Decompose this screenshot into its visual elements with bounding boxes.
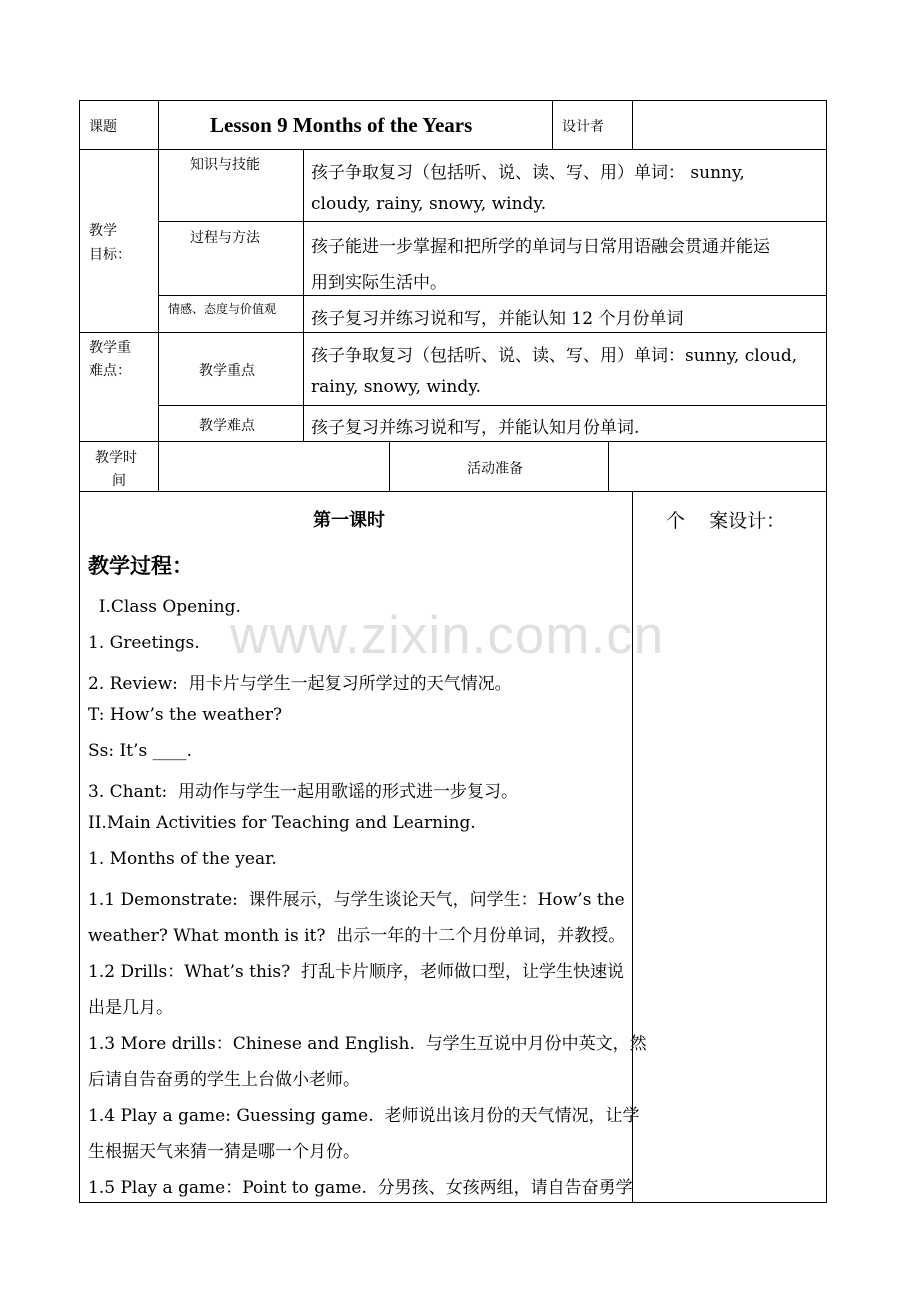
lesson-line: 1.1 Demonstrate: 课件展示，与学生谈论天气，问学生：How’s the (88, 890, 625, 910)
col-divider (632, 491, 633, 1203)
lesson-line: 1. Greetings. (88, 633, 200, 653)
row-divider (79, 332, 827, 333)
objectives-label: 目标： (89, 247, 131, 263)
objective-text: 孩子复习并练习说和写，并能认知 12 个月份单词 (311, 309, 684, 329)
lesson-line: 3. Chant: 用动作与学生一起用歌谣的形式进一步复习。 (88, 782, 519, 802)
lesson-line: II.Main Activities for Teaching and Learning. (88, 813, 476, 833)
col-divider (608, 441, 609, 492)
key-point-text: 孩子争取复习（包括听、说、读、写、用）单词：sunny, cloud, (311, 346, 798, 366)
objectives-label: 教学 (89, 223, 117, 239)
lesson-line: T: How’s the weather? (88, 705, 283, 725)
col-divider (303, 149, 304, 442)
key-point-name: 教学重点 (199, 363, 255, 379)
col-divider (552, 100, 553, 150)
row-divider (79, 149, 827, 150)
lesson-line: 1.5 Play a game：Point to game. 分男孩、女孩两组，请自告奋勇学 (88, 1178, 633, 1198)
table-border-left (79, 100, 80, 1203)
objective-name: 知识与技能 (190, 157, 260, 173)
key-point-text: 孩子复习并练习说和写，并能认知月份单词. (311, 418, 640, 438)
col-divider (158, 100, 159, 492)
col-divider (632, 100, 633, 150)
key-point-text: rainy, snowy, windy. (311, 377, 481, 397)
lesson-line: I.Class Opening. (88, 597, 241, 617)
table-border-right (826, 100, 827, 1203)
key-point-name: 教学难点 (199, 418, 255, 434)
row-divider (79, 491, 827, 492)
lesson-line: Ss: It’s ____. (88, 741, 192, 761)
designer-label: 设计者 (562, 119, 604, 135)
table-border-top (79, 100, 827, 101)
objective-text: cloudy, rainy, snowy, windy. (311, 194, 547, 214)
lesson-line: 2. Review: 用卡片与学生一起复习所学过的天气情况。 (88, 674, 512, 694)
lesson-line: 生根据天气来猜一猜是哪一个月份。 (88, 1142, 360, 1162)
process-heading: 教学过程： (88, 553, 193, 578)
objective-name: 情感、态度与价值观 (168, 302, 277, 316)
side-heading: 个 案设计： (666, 510, 786, 532)
row-divider (158, 221, 827, 222)
key-points-label: 难点： (89, 363, 131, 379)
period-heading: 第一课时 (313, 510, 385, 531)
objective-text: 用到实际生活中。 (311, 273, 447, 293)
lesson-line: 1.2 Drills：What’s this? 打乱卡片顺序，老师做口型，让学生快速说 (88, 962, 625, 982)
objective-text: 孩子争取复习（包括听、说、读、写、用）单词： sunny, (311, 163, 745, 183)
time-label: 间 (112, 473, 126, 489)
lesson-line: 1.4 Play a game: Guessing game. 老师说出该月份的天气情况，让学 (88, 1106, 640, 1126)
objective-text: 孩子能进一步掌握和把所学的单词与日常用语融会贯通并能运 (311, 237, 770, 257)
lesson-line: 出是几月。 (88, 998, 173, 1018)
lesson-line: weather? What month is it? 出示一年的十二个月份单词，并教授。 (88, 926, 626, 946)
lesson-line: 1. Months of the year. (88, 849, 277, 869)
row-divider (158, 295, 827, 296)
col-divider (389, 441, 390, 492)
prep-label: 活动准备 (467, 461, 523, 477)
table-border-bottom (79, 1202, 827, 1203)
topic-label: 课题 (89, 119, 117, 135)
lesson-title: Lesson 9 Months of the Years (210, 113, 473, 137)
watermark: www.zixin.com.cn (230, 606, 665, 665)
lesson-line: 1.3 More drills：Chinese and English. 与学生互说中月份中英文，然 (88, 1034, 647, 1054)
lesson-line: 后请自告奋勇的学生上台做小老师。 (88, 1070, 360, 1090)
row-divider (79, 441, 827, 442)
key-points-label: 教学重 (89, 340, 131, 356)
time-label: 教学时 (95, 450, 137, 466)
objective-name: 过程与方法 (190, 230, 260, 246)
row-divider (158, 405, 827, 406)
